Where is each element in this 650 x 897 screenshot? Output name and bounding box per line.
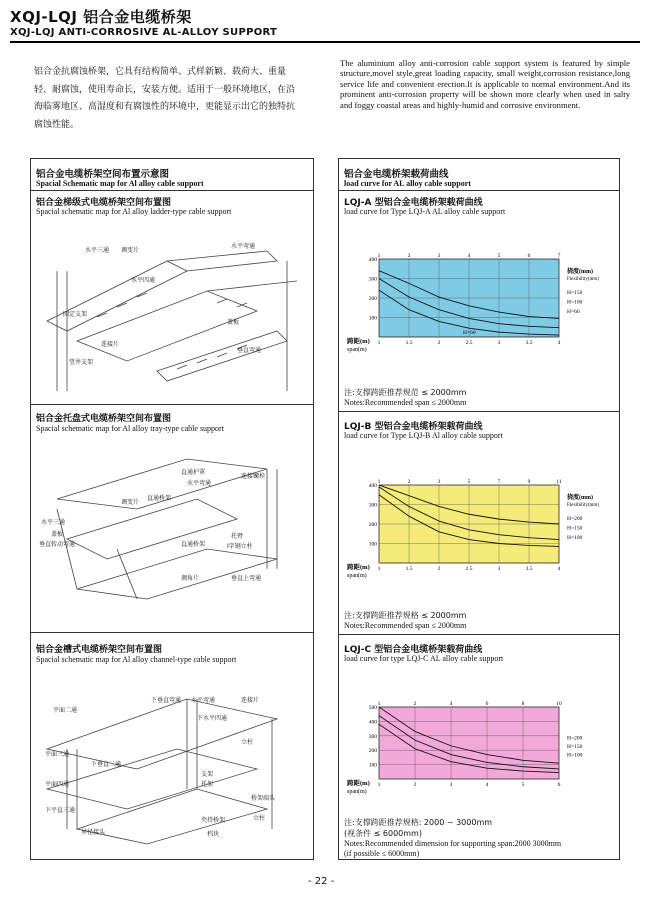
x-tick-label: 3: [497, 340, 501, 346]
x-tick-label: 1: [377, 566, 381, 572]
label-column-2: 立柱: [253, 815, 266, 822]
chart-b-title-cn: LQJ-B 型铝合金电缆桥架载荷曲线: [344, 422, 483, 432]
label-horizontal-tee: 水平三通: [85, 247, 110, 254]
right-panel-title-cn: 铝合金电缆桥架载荷曲线: [344, 169, 449, 180]
y-tick-label: 200: [368, 522, 377, 528]
right-panel-title-en: load curve for AL alloy cable support: [344, 179, 471, 188]
x-tick-label: 3.5: [525, 340, 533, 346]
label-cover-plate: 盖板: [51, 531, 64, 538]
series-label: H=200: [567, 516, 583, 523]
y-tick-label: 100: [368, 315, 377, 322]
y-tick-label: 300: [368, 733, 377, 740]
label-plane-cross: 平面四通: [45, 781, 70, 788]
x-tick-label: 1: [377, 782, 381, 788]
top-tick-label: 3: [437, 479, 441, 485]
chart-c: [339, 699, 619, 814]
y-tick-label: 400: [368, 483, 377, 489]
label-shaft-support: 竖井支架: [69, 359, 94, 366]
chart-b: [339, 475, 619, 605]
chart-b-note-cn: 注:支撑跨距推荐规格 ≤ 2000mm: [344, 611, 467, 620]
flex-label-en: Flexibility(mm): [567, 503, 599, 508]
series-label: H=150: [567, 744, 583, 751]
ladder-section-title-cn: 铝合金梯级式电缆桥架空间布置图: [36, 198, 172, 208]
series-label: H=150: [567, 525, 583, 532]
label-cover-plate: 盖板: [227, 319, 240, 326]
left-panel-title-en: Spacial Schematic map for Al alloy cable support: [36, 179, 204, 188]
label-column: 立柱: [241, 739, 254, 746]
top-tick-label: 1: [377, 253, 381, 259]
label-angle-plate: 调角片: [181, 575, 200, 582]
top-tick-label: 2: [413, 701, 417, 707]
x-tick-label: 6: [557, 782, 561, 788]
label-vertical-turn-elbow: 垂直转动弯通: [39, 541, 76, 548]
flex-label-en: Flexibility(mm): [567, 277, 599, 282]
label-connector: 连接片: [101, 341, 120, 348]
label-adjust-plate: 调变片: [121, 499, 140, 506]
label-bracket: 托架: [201, 781, 214, 788]
x-tick-label: 4: [557, 566, 561, 572]
y-tick-label: 300: [368, 502, 377, 509]
divider: [339, 190, 619, 191]
top-tick-label: 5: [467, 479, 471, 485]
series-label: H=200: [567, 735, 583, 742]
top-tick-label: 11: [556, 479, 562, 485]
label-down-vertical-two-way: 下垂直二通: [91, 761, 122, 768]
label-fixed-support: 固定支架: [63, 311, 88, 318]
flex-label: 挠度(mm): [567, 269, 593, 275]
label-i-beam-column: Ⅰ字钢立柱: [227, 543, 253, 550]
tray-section-title-en: Spacial schematic map for Al alloy tray-type cable support: [36, 424, 224, 433]
x-axis-label: 跨距(m): [347, 338, 370, 345]
x-tick-label: 2.5: [465, 340, 473, 346]
left-panel-title-cn: 铝合金电缆桥架空间布置示意图: [36, 169, 170, 180]
top-tick-label: 6: [485, 701, 489, 707]
label-horizontal-elbow: 水平弯通: [187, 480, 212, 487]
label-down-straight-tee: 下平直三通: [45, 807, 76, 814]
chart-c-note-cn2: (视条件 ≤ 6000mm): [344, 829, 422, 838]
x-tick-label: 3: [497, 566, 501, 572]
x-tick-label: 4: [485, 782, 489, 788]
label-bracket-arm: 托臂: [231, 533, 244, 540]
header-rule: [10, 41, 640, 43]
right-panel: [338, 158, 620, 860]
x-tick-label: 4: [557, 340, 561, 346]
tray-section-title-cn: 铝合金托盘式电缆桥架空间布置图: [36, 414, 172, 424]
x-tick-label: 3: [449, 782, 453, 788]
series-label: H=100: [567, 534, 583, 541]
chart-c-title-cn: LQJ-C 型铝合金电缆桥架载荷曲线: [344, 645, 483, 655]
channel-section-title-cn: 铝合金槽式电缆桥架空间布置图: [36, 645, 163, 655]
y-tick-label: 100: [368, 762, 377, 769]
y-tick-label: 200: [368, 748, 377, 755]
page-title: XQJ-LQJ 铝合金电缆桥架: [10, 8, 192, 26]
x-axis-label-en: span(m): [347, 789, 367, 795]
label-vertical-elbow: 垂直弯通: [237, 347, 262, 354]
left-panel: [30, 158, 314, 860]
top-tick-label: 6: [527, 253, 531, 259]
x-axis-label: 跨距(m): [347, 780, 370, 787]
chart-b-title-en: load curve for Type LQJ-B Al alloy cable support: [344, 431, 503, 440]
label-straight-tray-2: 直通桥架: [181, 541, 206, 548]
top-tick-label: 5: [497, 253, 501, 259]
label-straight-tray: 直通桥架: [147, 495, 172, 502]
x-tick-label: 5: [521, 782, 525, 788]
label-connector: 连接片: [241, 697, 260, 704]
chart-a: [339, 249, 619, 379]
series-label: H=100: [567, 299, 583, 306]
top-tick-label: 9: [527, 479, 531, 485]
divider: [339, 634, 619, 635]
label-support: 支架: [201, 771, 214, 778]
x-tick-label: 2: [413, 782, 417, 788]
label-plane-two-way: 平面二通: [53, 707, 78, 714]
x-tick-label: 1.5: [405, 566, 413, 572]
chart-a-title-cn: LQJ-A 型铝合金电缆桥架载荷曲线: [344, 198, 483, 208]
top-tick-label: 4: [467, 253, 471, 259]
x-tick-label: 1: [377, 340, 381, 346]
chart-a-title-en: load curve for Type LQJ-A AL alloy cable support: [344, 207, 506, 216]
channel-section-title-en: Spacial schematic map for Al alloy channel-type cable support: [36, 655, 237, 664]
y-tick-label: 400: [368, 719, 377, 726]
ladder-section-title-en: Spacial schematic map for Al alloy ladder-type cable support: [36, 207, 232, 216]
channel-labels: [31, 159, 313, 859]
top-tick-label: 3: [437, 253, 441, 259]
x-tick-label: 2: [437, 340, 441, 346]
page-number: - 22 -: [308, 876, 335, 887]
label-vertical-up-elbow: 垂直上弯通: [231, 575, 262, 582]
divider: [339, 411, 619, 412]
x-axis-label: 跨距(m): [347, 564, 370, 571]
label-down-horizontal-cross: 下水平四通: [197, 715, 228, 722]
top-tick-label: 10: [556, 701, 562, 707]
x-tick-label: 2: [437, 566, 441, 572]
series-label: H=60: [567, 308, 580, 315]
label-plane-tee: 平面三通: [45, 751, 70, 758]
x-axis-label-en: span(m): [347, 573, 367, 579]
top-tick-label: 8: [521, 701, 525, 707]
page-subtitle: XQJ-LQJ ANTI-CORROSIVE AL-ALLOY SUPPORT: [10, 27, 278, 38]
top-tick-label: 4: [449, 701, 453, 707]
label-horizontal-elbow: 水平弯通: [191, 697, 216, 704]
chart-a-note-en: Notes:Recommended span ≤ 2000mm: [344, 398, 467, 407]
label-reducer: 异径接头: [81, 829, 106, 836]
x-tick-label: 3.5: [525, 566, 533, 572]
annotation-label: H=60: [463, 330, 476, 336]
series-label: H=150: [567, 290, 583, 297]
top-tick-label: 1: [377, 479, 381, 485]
x-axis-label-en: span(m): [347, 347, 367, 353]
top-tick-label: 2: [407, 253, 411, 259]
label-down-vertical-elbow: 下垂直弯通: [151, 697, 182, 704]
intro-english: The aluminium alloy anti-corrosion cable support system is featured by simple structure,movel style,great loading capacity, small weight,corrosion resistance,long service life and convenient erection.It is applicable to normal environment.And its prominent anti-corrosion property will be shown more clearly when used in salty and foggy coastal areas and highly-humid and corrosive environment.: [340, 58, 630, 110]
y-tick-label: 500: [368, 705, 377, 711]
label-horizontal-tee: 水平三通: [41, 519, 66, 526]
chart-c-note-cn: 注:支撑跨距推荐规格: 2000 ~ 3000mm: [344, 818, 493, 827]
series-label: H=100: [567, 752, 583, 759]
label-horizontal-elbow: 水平弯通: [231, 243, 256, 250]
chart-c-note-en: Notes:Recommended dimension for supporting span:2000 3000mm: [344, 839, 562, 848]
intro-chinese: 铝合金抗腐蚀桥架，它具有结构简单、式样新颖、载荷大、重量轻、耐腐蚀，使用寿命长，安装方便。适用于一般环境地区，在沿海临雾地区、高湿度和有腐蚀性的环境中，更能显示出它的独特抗腐蚀性能。: [34, 67, 296, 130]
chart-c-title-en: load curve for type LQJ-C AL alloy cable support: [344, 654, 504, 663]
top-tick-label: 1: [377, 701, 381, 707]
label-adjust-plate: 调变片: [121, 247, 140, 254]
chart-b-note-en: Notes:Recommended span ≤ 2000mm: [344, 621, 467, 630]
y-tick-label: 100: [368, 541, 377, 548]
top-tick-label: 7: [557, 253, 561, 259]
y-tick-label: 300: [368, 276, 377, 283]
label-straight-cover: 直通护罩: [181, 469, 206, 476]
label-bolt: 连接螺栓: [241, 473, 266, 480]
top-tick-label: 7: [497, 479, 501, 485]
x-tick-label: 1.5: [405, 340, 413, 346]
label-clamp-tray: 夹持桥架: [201, 817, 226, 824]
label-stop-block: 档块: [207, 831, 220, 838]
chart-c-note-en2: (if possible ≤ 6000mm): [344, 849, 420, 858]
x-tick-label: 2.5: [465, 566, 473, 572]
top-tick-label: 2: [407, 479, 411, 485]
y-tick-label: 200: [368, 296, 377, 302]
chart-a-note-cn: 注:支撑跨距推荐规范 ≤ 2000mm: [344, 388, 467, 397]
label-tray-end: 桥架端头: [251, 795, 276, 802]
label-horizontal-cross: 水平四通: [131, 277, 156, 284]
y-tick-label: 400: [368, 257, 377, 263]
flex-label: 挠度(mm): [567, 495, 593, 501]
